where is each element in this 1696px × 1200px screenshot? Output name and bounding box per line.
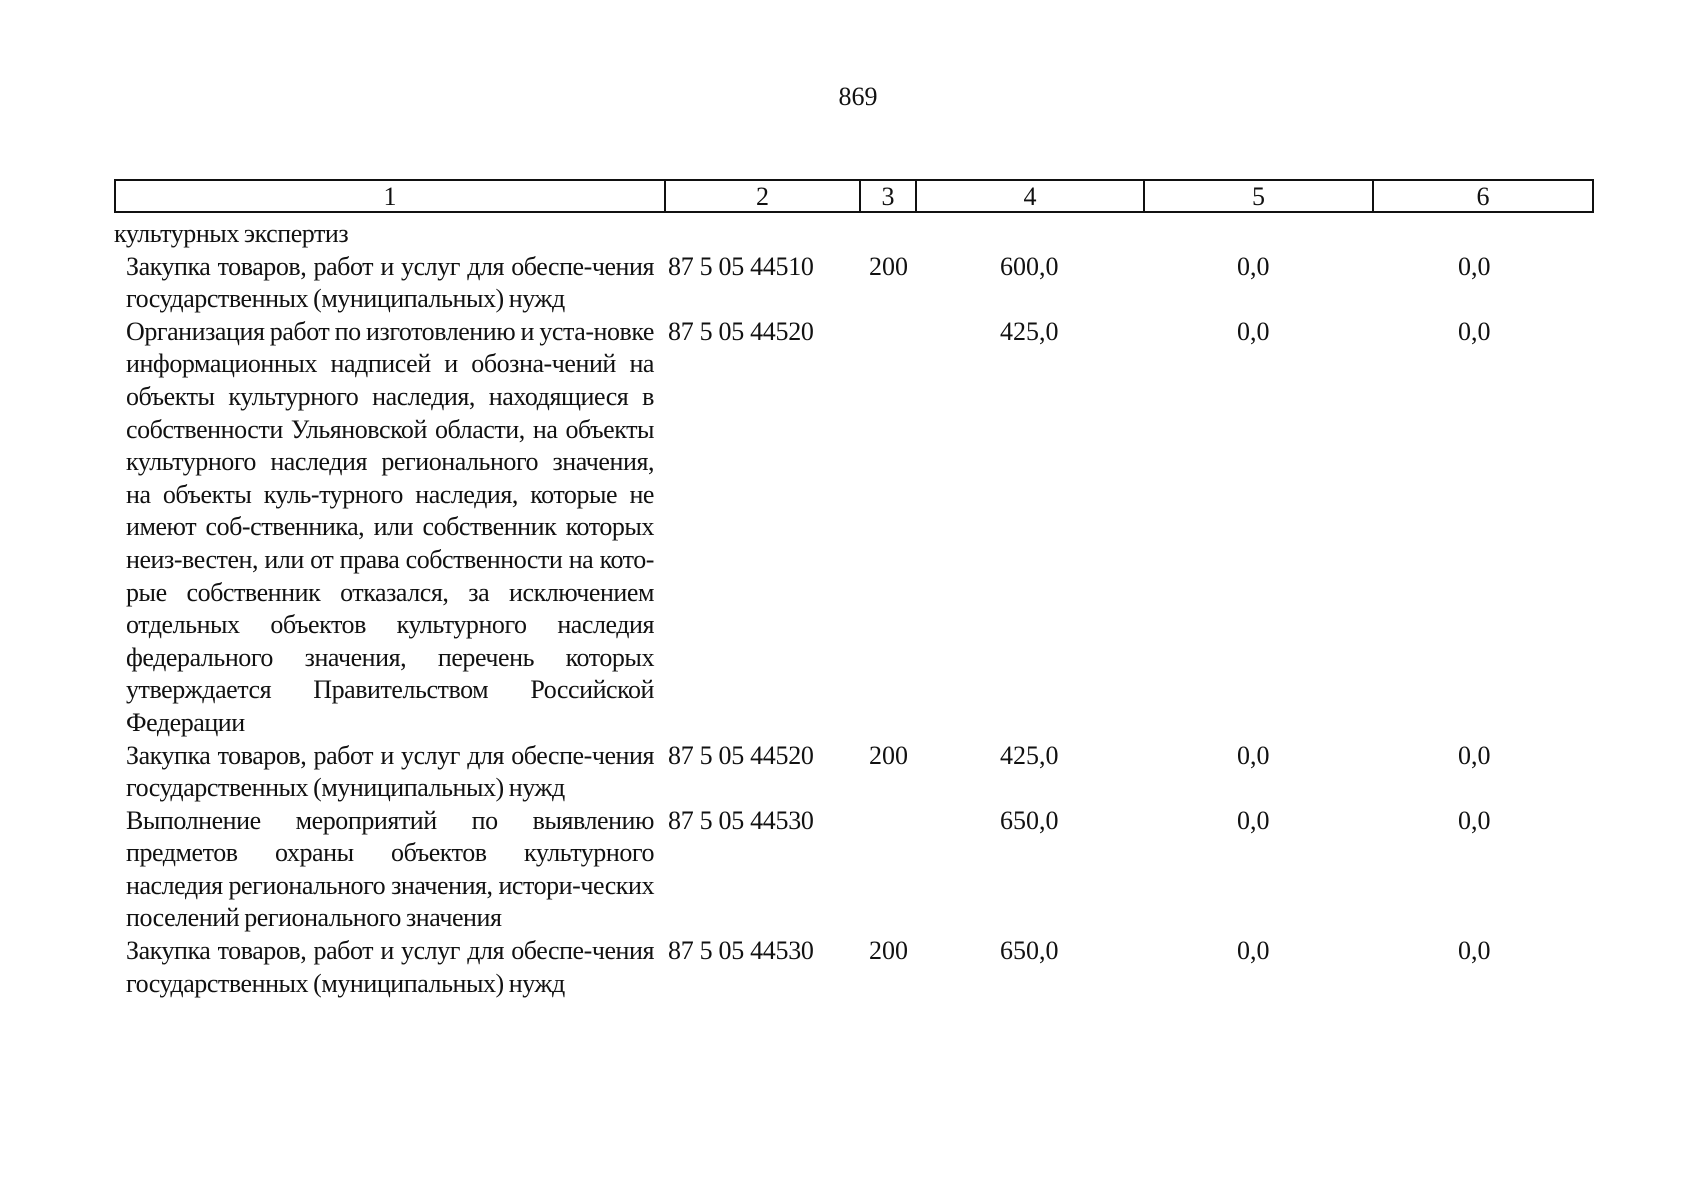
row-name: Закупка товаров, работ и услуг для обеспе-чения государственных (муниципальных) нужд xyxy=(126,740,654,803)
row-code: 87 5 05 44520 xyxy=(668,316,814,346)
table-row xyxy=(114,740,1594,805)
row-code: 87 5 05 44530 xyxy=(668,805,814,835)
row-col5: 0,0 xyxy=(1237,936,1270,966)
row-type: 200 xyxy=(869,936,908,966)
row-col4: 650,0 xyxy=(1000,805,1059,835)
row-col4: 650,0 xyxy=(1000,936,1059,966)
header-col-6: 6 xyxy=(1476,182,1490,211)
row-name: культурных экспертиз xyxy=(114,219,349,248)
row-code: 87 5 05 44530 xyxy=(668,936,814,966)
table-row xyxy=(114,316,1594,740)
row-name: Организация работ по изготовлению и уста-новке информационных надписей и обозна-чений на объекты культурного наследия, находящиеся в собственности Ульяновской области, на объекты культурного наследия регионального значения, на объекты куль-турного наследия, которые не имеют соб-ственника, или собственник которых неиз-вестен, или от права собственности на кото-рые собственник отказался, за исключением отдельных объектов культурного наследия федерального значения, перечень которых утверждается Правительством Российской Федерации xyxy=(126,316,654,737)
page-number: 869 xyxy=(838,82,878,111)
row-col5: 0,0 xyxy=(1237,251,1270,281)
table-row xyxy=(114,935,1594,1000)
row-col6: 0,0 xyxy=(1458,740,1491,770)
row-type: 200 xyxy=(869,740,908,770)
header-col-3: 3 xyxy=(861,181,917,211)
header-col-5: 5 xyxy=(1145,181,1374,211)
row-name: Закупка товаров, работ и услуг для обеспе-чения государственных (муниципальных) нужд xyxy=(126,251,654,314)
row-name: Закупка товаров, работ и услуг для обеспе-чения государственных (муниципальных) нужд xyxy=(126,936,654,998)
row-col4: 425,0 xyxy=(1000,316,1059,346)
row-col4: 600,0 xyxy=(1000,251,1059,281)
row-code: 87 5 05 44520 xyxy=(668,740,814,770)
table-body xyxy=(114,218,1594,1000)
row-name: Выполнение мероприятий по выявлению предметов охраны объектов культурного наследия регионального значения, истори-ческих поселений регионального значения xyxy=(126,805,654,933)
header-col-1: 1 xyxy=(116,181,666,211)
row-type: 200 xyxy=(869,251,908,281)
row-col6: 0,0 xyxy=(1458,805,1491,835)
row-col5: 0,0 xyxy=(1237,316,1270,346)
row-code: 87 5 05 44510 xyxy=(668,251,814,281)
header-col-4: 4 xyxy=(917,181,1145,211)
row-col4: 425,0 xyxy=(1000,740,1059,770)
table-header xyxy=(114,179,1594,213)
row-col6: 0,0 xyxy=(1458,316,1491,346)
table-row xyxy=(114,805,1594,935)
table-row xyxy=(114,218,1594,251)
header-col-2: 2 xyxy=(666,181,861,211)
row-col5: 0,0 xyxy=(1237,805,1270,835)
row-col6: 0,0 xyxy=(1458,936,1491,966)
table-row xyxy=(114,251,1594,316)
row-col6: 0,0 xyxy=(1458,251,1491,281)
row-col5: 0,0 xyxy=(1237,740,1270,770)
